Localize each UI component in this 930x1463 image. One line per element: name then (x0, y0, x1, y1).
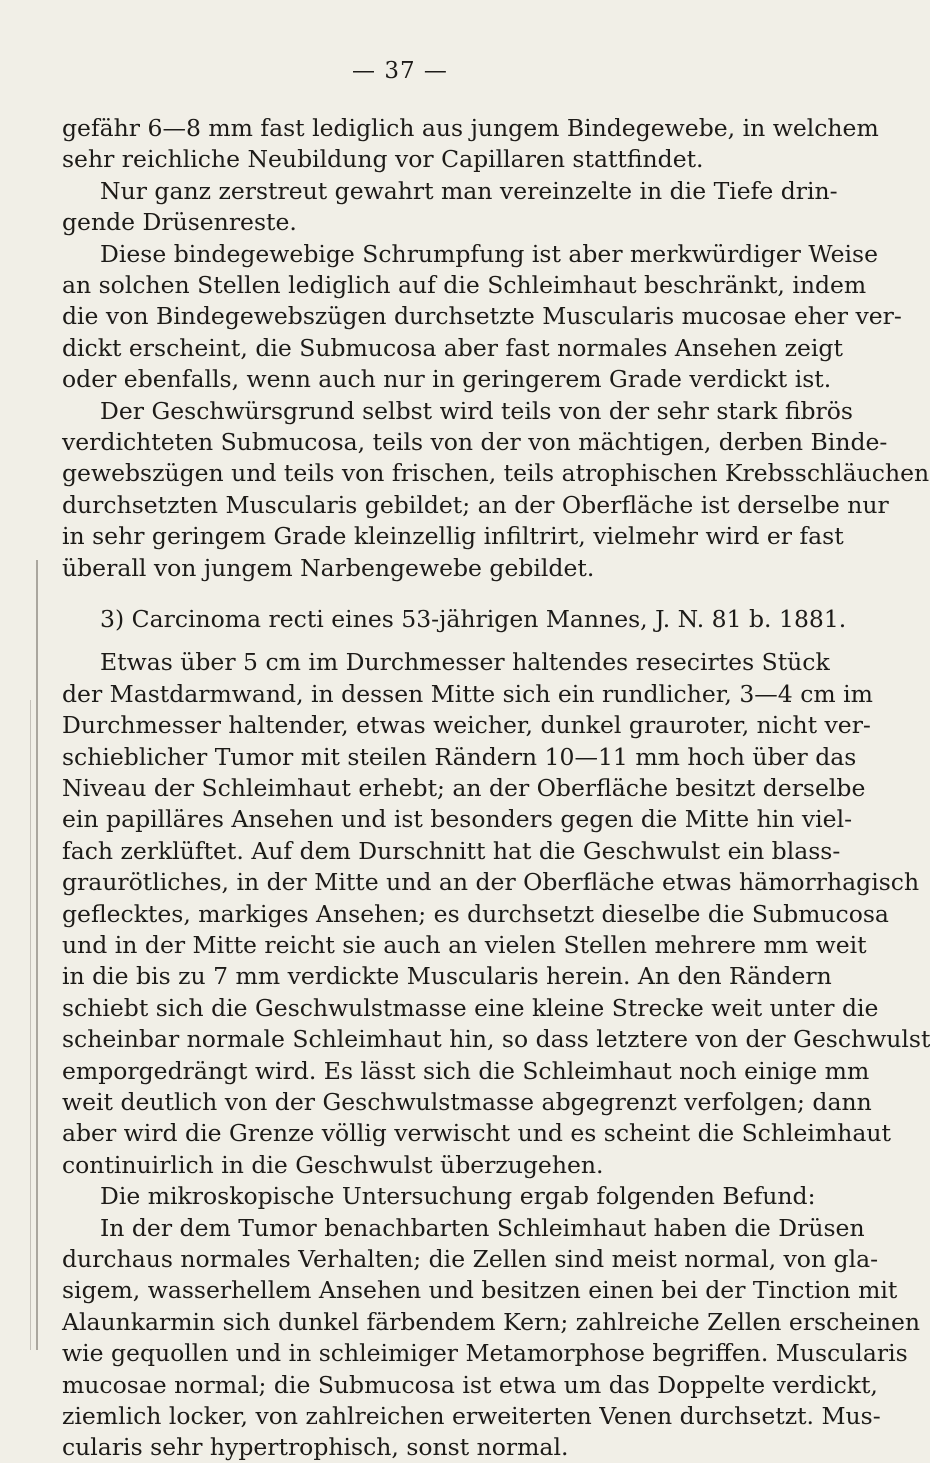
text-line: Nur ganz zerstreut gewahrt man vereinzelte in die Tiefe drin- (100, 176, 838, 205)
page-edge-shadow-faint (30, 700, 31, 1350)
text-line: gewebszügen und teils von frischen, teils atrophischen Krebsschläuchen (62, 459, 930, 488)
text-line: verdichteten Submucosa, teils von der von mächtigen, derben Binde- (62, 428, 888, 456)
page-edge-shadow (36, 560, 38, 1350)
text-line: oder ebenfalls, wenn auch nur in geringerem Grade verdickt ist. (62, 365, 832, 394)
text-line: weit deutlich von der Geschwulstmasse abgegrenzt verfolgen; dann (62, 1088, 872, 1116)
text-line: graurötliches, in der Mitte und an der Oberfläche etwas hämorrhagisch (62, 868, 920, 897)
text-line: Der Geschwürsgrund selbst wird teils von der sehr stark fibrös (100, 396, 853, 425)
text-line: die von Bindegewebszügen durchsetzte Muscularis mucosae eher ver- (62, 302, 902, 331)
text-line: Diese bindegewebige Schrumpfung ist aber merkwürdiger Weise (100, 239, 879, 268)
text-line: überall von jungem Narbengewebe gebildet. (62, 553, 595, 582)
text-line: schiebt sich die Geschwulstmasse eine kleine Strecke weit unter die (62, 993, 879, 1022)
page-number: — 37 — (352, 58, 448, 84)
text-line: durchsetzten Muscularis gebildet; an der Oberfläche ist derselbe nur (62, 490, 889, 519)
text-line: emporgedrängt wird. Es lässt sich die Schleimhaut noch einige mm (62, 1056, 870, 1085)
text-line: Etwas über 5 cm im Durchmesser haltendes resecirtes Stück (100, 648, 830, 677)
text-line: continuirlich in die Geschwulst überzugehen. (62, 1150, 604, 1179)
text-line: an solchen Stellen lediglich auf die Schleimhaut beschränkt, indem (62, 271, 867, 299)
text-line: der Mastdarmwand, in dessen Mitte sich ein rundlicher, 3—4 cm im (62, 679, 873, 708)
text-line: In der dem Tumor benachbarten Schleimhaut haben die Drüsen (100, 1213, 865, 1242)
text-line: Die mikroskopische Untersuchung ergab folgenden Befund: (100, 1182, 816, 1211)
text-line: wie gequollen und in schleimiger Metamorphose begriffen. Muscularis (62, 1339, 908, 1368)
text-line: geflecktes, markiges Ansehen; es durchsetzt dieselbe die Submucosa (62, 899, 889, 928)
text-line: aber wird die Grenze völlig verwischt und es scheint die Schleimhaut (62, 1119, 891, 1148)
text-line: und in der Mitte reicht sie auch an vielen Stellen mehrere mm weit (62, 931, 867, 959)
text-line: gefähr 6—8 mm fast lediglich aus jungem Bindegewebe, in welchem (62, 114, 879, 142)
text-line: in sehr geringem Grade kleinzellig infiltrirt, vielmehr wird er fast (62, 522, 844, 551)
text-line: mucosae normal; die Submucosa ist etwa um das Doppelte verdickt, (62, 1370, 878, 1399)
text-line: sigem, wasserhellem Ansehen und besitzen einen bei der Tinction mit (62, 1276, 898, 1305)
text-line: durchaus normales Verhalten; die Zellen sind meist normal, von gla- (62, 1245, 879, 1273)
text-line: in die bis zu 7 mm verdickte Muscularis herein. An den Rändern (62, 962, 832, 991)
text-line: Niveau der Schleimhaut erhebt; an der Oberfläche besitzt derselbe (62, 774, 866, 802)
text-line: gende Drüsenreste. (62, 208, 297, 237)
text-line: schieblicher Tumor mit steilen Rändern 10—11 mm hoch über das (62, 742, 857, 771)
text-line: scheinbar normale Schleimhaut hin, so dass letztere von der Geschwulst (62, 1025, 930, 1054)
text-line: Durchmesser haltender, etwas weicher, dunkel grauroter, nicht ver- (62, 711, 871, 740)
case-heading: 3) Carcinoma recti eines 53-jährigen Mannes, J. N. 81 b. 1881. (100, 605, 847, 633)
text-line: fach zerklüftet. Auf dem Durschnitt hat die Geschwulst ein blass- (62, 836, 841, 865)
text-line: ziemlich locker, von zahlreichen erweiterten Venen durchsetzt. Mus- (62, 1402, 881, 1430)
text-line: cularis sehr hypertrophisch, sonst normal. (62, 1433, 569, 1462)
text-line: ein papilläres Ansehen und ist besonders gegen die Mitte hin viel- (62, 805, 853, 834)
text-line: Alaunkarmin sich dunkel färbendem Kern; zahlreiche Zellen erscheinen (62, 1307, 921, 1336)
text-line: dickt erscheint, die Submucosa aber fast normales Ansehen zeigt (62, 333, 843, 362)
text-line: sehr reichliche Neubildung vor Capillaren stattfindet. (62, 145, 704, 174)
